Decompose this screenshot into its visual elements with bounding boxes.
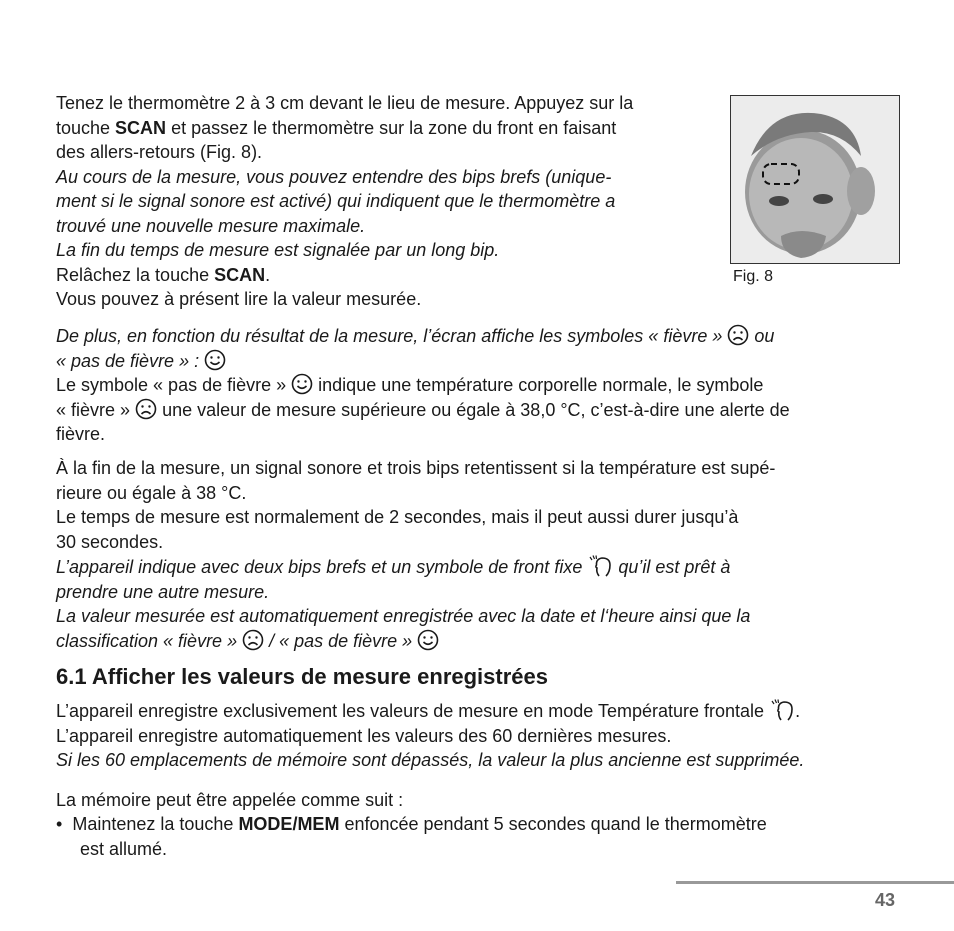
text: . <box>265 264 271 285</box>
end-italic-line <box>56 554 775 580</box>
intro-italic-line: trouvé une nouvelle mesure maximale. <box>56 215 366 236</box>
text: De plus, en fonction du résultat de la mesure, l’écran affiche les symboles « fièvre » <box>56 326 723 346</box>
fever-line <box>56 398 790 423</box>
sad-face-icon <box>135 398 157 420</box>
section-line: L’appareil enregistre automatiquement les valeurs des 60 dernières mesures. <box>56 725 672 746</box>
sad-face-icon <box>242 629 264 651</box>
bullet-marker: • <box>56 814 63 834</box>
text: L’appareil enregistre exclusivement les valeurs de mesure en mode Température frontale <box>56 701 765 721</box>
figure-caption: Fig. 8 <box>733 268 774 285</box>
text: enfoncée pendant 5 secondes quand le thermomètre <box>339 814 767 834</box>
end-italic-line <box>56 629 775 654</box>
fever-line <box>56 373 790 398</box>
section-line <box>56 698 804 724</box>
bullet-line: est allumé. <box>80 838 168 859</box>
fever-italic-line <box>56 349 790 374</box>
section-heading: 6.1 Afficher les valeurs de mesure enregistrées <box>56 664 548 689</box>
text: une valeur de mesure supérieure ou égale à 38,0 °C, c’est-à-dire une alerte de <box>157 399 790 420</box>
intro-italic-line: ment si le signal sonore est activé) qui indiquent que le thermomètre a <box>56 191 616 211</box>
smiley-face-icon <box>417 629 439 651</box>
measure-end-block <box>56 456 775 653</box>
scan-key-label: SCAN <box>115 117 167 138</box>
end-italic-line: prendre une autre mesure. <box>56 581 270 602</box>
section-body <box>56 698 804 773</box>
intro-line <box>56 116 633 141</box>
text: « pas de fièvre » : <box>56 350 200 371</box>
intro-line: Tenez le thermomètre 2 à 3 cm devant le lieu de mesure. Appuyez sur la <box>56 93 634 113</box>
end-line: 30 secondes. <box>56 531 164 552</box>
intro-line <box>56 263 633 288</box>
text: / « pas de fièvre » <box>264 630 413 651</box>
text: « fièvre » <box>56 399 131 420</box>
intro-line: des allers-retours (Fig. 8). <box>56 142 263 162</box>
mode-mem-key-label: MODE/MEM <box>238 814 340 834</box>
section-italic-line: Si les 60 emplacements de mémoire sont dépassés, la valeur la plus ancienne est supprimée. <box>56 750 805 770</box>
text: L’appareil indique avec deux bips brefs et un symbole de front fixe <box>56 557 583 577</box>
smiley-face-icon <box>204 349 226 371</box>
end-line: rieure ou égale à 38 °C. <box>56 482 247 503</box>
bullet-line <box>56 812 767 837</box>
text: . <box>795 701 801 721</box>
text: qu’il est prêt à <box>613 557 731 577</box>
intro-block <box>56 91 633 312</box>
text: Le symbole « pas de fièvre » <box>56 375 287 395</box>
intro-line: Vous pouvez à présent lire la valeur mesurée. <box>56 289 422 309</box>
text: Maintenez la touche <box>72 814 239 834</box>
text: indique une température corporelle normale, le symbole <box>313 375 764 395</box>
intro-italic-line: La fin du temps de mesure est signalée par un long bip. <box>56 240 500 260</box>
intro-italic-line: Au cours de la mesure, vous pouvez entendre des bips brefs (unique- <box>56 166 612 187</box>
sad-face-icon <box>727 324 749 346</box>
fever-italic-line <box>56 324 790 349</box>
end-line: Le temps de mesure est normalement de 2 secondes, mais il peut aussi durer jusqu’à <box>56 507 739 527</box>
smiley-face-icon <box>291 373 313 395</box>
page-number: 43 <box>875 890 896 910</box>
end-italic-line: La valeur mesurée est automatiquement enregistrée avec la date et l‘heure ainsi que la <box>56 606 751 626</box>
memory-intro: La mémoire peut être appelée comme suit : <box>56 790 404 810</box>
text: ou <box>749 326 775 346</box>
fever-line: fièvre. <box>56 424 106 444</box>
scan-key-label: SCAN <box>214 264 266 285</box>
text: classification « fièvre » <box>56 630 238 651</box>
text: et passez le thermomètre sur la zone du front en faisant <box>166 117 617 138</box>
baby-forehead-photo <box>730 95 900 264</box>
fever-symbols-block <box>56 324 790 447</box>
text: touche <box>56 117 116 138</box>
footer-rule <box>676 881 954 884</box>
forehead-icon <box>587 554 613 578</box>
bullet-item <box>56 812 767 861</box>
text: Relâchez la touche <box>56 264 215 285</box>
forehead-icon <box>769 698 795 722</box>
end-line: À la fin de la mesure, un signal sonore et trois bips retentissent si la température est supé- <box>56 458 776 478</box>
